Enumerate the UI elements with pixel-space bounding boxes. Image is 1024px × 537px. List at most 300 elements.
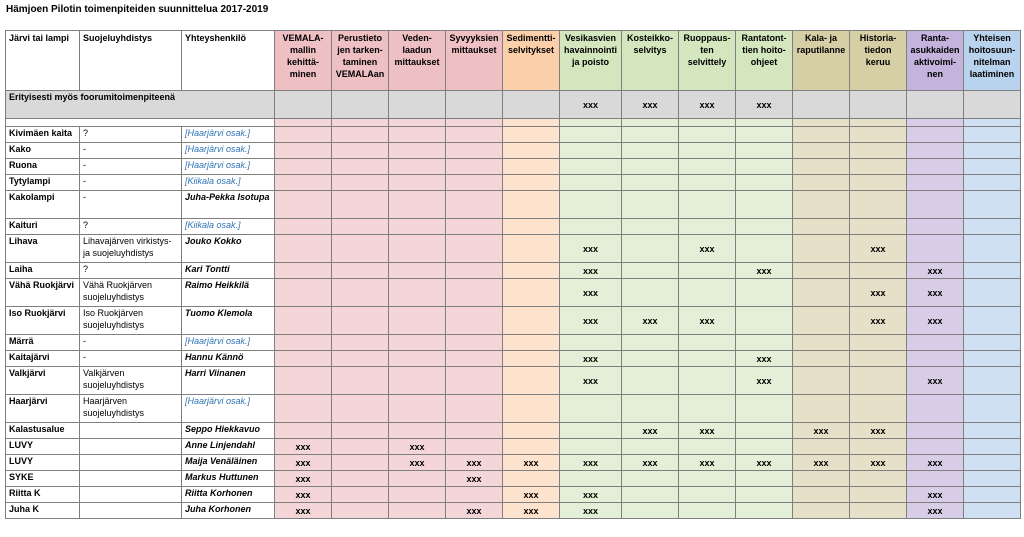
table-row — [6, 307, 1021, 335]
contact-cell: Raimo Heikkilä — [182, 279, 275, 307]
measure-mark — [332, 471, 389, 487]
measure-mark — [850, 439, 907, 455]
association-cell: ? — [80, 127, 182, 143]
measure-mark — [736, 503, 793, 519]
lake-cell: Ruona — [6, 159, 80, 175]
association-cell: - — [80, 351, 182, 367]
measure-mark — [736, 235, 793, 263]
forum-mark — [389, 91, 446, 119]
measure-mark — [907, 439, 964, 455]
measure-mark — [332, 307, 389, 335]
measure-mark — [503, 159, 560, 175]
contact-cell: Anne Linjendahl — [182, 439, 275, 455]
measure-mark — [622, 487, 679, 503]
spacer-cell — [446, 119, 503, 127]
measure-mark — [964, 307, 1021, 335]
measure-mark — [907, 191, 964, 219]
contact-cell: [Haarjärvi osak.] — [182, 395, 275, 423]
measure-mark — [907, 143, 964, 159]
measure-mark — [332, 143, 389, 159]
association-cell: Iso Ruokjärven suojeluyhdistys — [80, 307, 182, 335]
measure-mark: xxx — [907, 503, 964, 519]
measure-mark — [622, 439, 679, 455]
contact-cell: [Haarjärvi osak.] — [182, 143, 275, 159]
measure-mark — [793, 367, 850, 395]
measure-mark — [332, 487, 389, 503]
lake-cell: Riitta K — [6, 487, 80, 503]
measure-mark — [679, 143, 736, 159]
lake-cell: Kaituri — [6, 219, 80, 235]
measure-mark — [679, 471, 736, 487]
measure-mark — [793, 395, 850, 423]
table-row — [6, 127, 1021, 143]
lake-cell: Kaitajärvi — [6, 351, 80, 367]
measure-mark — [679, 487, 736, 503]
table-row — [6, 263, 1021, 279]
measure-mark — [503, 395, 560, 423]
measure-mark — [736, 471, 793, 487]
table-row — [6, 471, 1021, 487]
contact-cell: [Haarjärvi osak.] — [182, 127, 275, 143]
contact-cell: Jouko Kokko — [182, 235, 275, 263]
measure-mark — [850, 367, 907, 395]
measure-mark — [964, 143, 1021, 159]
measure-mark — [560, 127, 622, 143]
col-header-measure: Ranta-asukkaiden aktivoimi-nen — [907, 31, 964, 91]
association-cell — [80, 439, 182, 455]
measure-mark: xxx — [622, 455, 679, 471]
measure-mark — [503, 307, 560, 335]
measure-mark — [332, 235, 389, 263]
measure-mark: xxx — [622, 423, 679, 439]
contact-cell: [Kiikala osak.] — [182, 219, 275, 235]
measure-mark — [622, 351, 679, 367]
measure-mark: xxx — [560, 455, 622, 471]
measure-mark — [679, 159, 736, 175]
measure-mark — [332, 367, 389, 395]
measure-mark — [793, 487, 850, 503]
measure-mark — [446, 439, 503, 455]
lake-cell: Laiha — [6, 263, 80, 279]
measure-mark — [275, 279, 332, 307]
measure-mark — [736, 423, 793, 439]
spacer-cell — [6, 119, 275, 127]
measure-mark — [503, 127, 560, 143]
measure-mark — [560, 395, 622, 423]
measure-mark — [850, 351, 907, 367]
lake-cell: Kakolampi — [6, 191, 80, 219]
measure-mark: xxx — [560, 367, 622, 395]
measure-mark: xxx — [850, 235, 907, 263]
measure-mark — [446, 263, 503, 279]
measure-mark — [503, 279, 560, 307]
measure-mark — [907, 351, 964, 367]
lake-cell: LUVY — [6, 439, 80, 455]
measure-mark — [332, 127, 389, 143]
measure-mark — [793, 279, 850, 307]
measure-mark — [964, 439, 1021, 455]
measure-mark — [793, 219, 850, 235]
col-header-measure: Perustieto jen tarken-taminen VEMALAan — [332, 31, 389, 91]
measure-mark — [503, 335, 560, 351]
measure-mark: xxx — [622, 307, 679, 335]
measure-mark — [275, 423, 332, 439]
measure-mark — [560, 143, 622, 159]
col-header-contact: Yhteyshenkilö — [182, 31, 275, 91]
table-row — [6, 159, 1021, 175]
measure-mark — [964, 159, 1021, 175]
association-cell: Haarjärven suojeluyhdistys — [80, 395, 182, 423]
measure-mark — [332, 455, 389, 471]
measure-mark: xxx — [679, 423, 736, 439]
forum-mark: xxx — [560, 91, 622, 119]
measure-mark: xxx — [389, 455, 446, 471]
measure-mark — [446, 159, 503, 175]
measure-mark — [793, 307, 850, 335]
table-row — [6, 487, 1021, 503]
measure-mark — [964, 395, 1021, 423]
page-title: Hämjoen Pilotin toimenpiteiden suunnittelua 2017-2019 — [6, 4, 269, 15]
measure-mark — [622, 367, 679, 395]
measure-mark: xxx — [679, 235, 736, 263]
lake-cell: Kalastusalue — [6, 423, 80, 439]
measure-mark: xxx — [275, 455, 332, 471]
measure-mark — [793, 439, 850, 455]
measure-mark — [389, 219, 446, 235]
forum-mark — [907, 91, 964, 119]
measure-mark — [446, 487, 503, 503]
measure-mark — [679, 279, 736, 307]
measure-mark: xxx — [560, 235, 622, 263]
table-row — [6, 191, 1021, 219]
measure-mark — [964, 235, 1021, 263]
measure-mark — [850, 395, 907, 423]
forum-mark: xxx — [679, 91, 736, 119]
contact-cell: Markus Huttunen — [182, 471, 275, 487]
measure-mark — [332, 279, 389, 307]
col-header-measure: Ruoppaus-ten selvittely — [679, 31, 736, 91]
measure-mark — [446, 219, 503, 235]
measure-mark — [850, 471, 907, 487]
measure-mark — [503, 219, 560, 235]
measure-mark: xxx — [850, 423, 907, 439]
forum-mark — [964, 91, 1021, 119]
contact-cell: Riitta Korhonen — [182, 487, 275, 503]
measure-mark — [964, 219, 1021, 235]
measure-mark — [679, 395, 736, 423]
measure-mark — [793, 127, 850, 143]
forum-mark: xxx — [622, 91, 679, 119]
measure-mark — [275, 335, 332, 351]
measure-mark — [850, 263, 907, 279]
forum-label: Erityisesti myös foorumitoimenpiteenä — [6, 91, 275, 119]
measure-mark — [332, 219, 389, 235]
association-cell — [80, 423, 182, 439]
measure-mark: xxx — [907, 455, 964, 471]
col-header-measure: Vesikasvien havainnointi ja poisto — [560, 31, 622, 91]
table-row — [6, 279, 1021, 307]
measure-mark: xxx — [850, 307, 907, 335]
measure-mark — [332, 263, 389, 279]
measure-mark — [736, 279, 793, 307]
measure-mark — [622, 143, 679, 159]
measure-mark — [446, 143, 503, 159]
measure-mark — [907, 127, 964, 143]
lake-cell: Lihava — [6, 235, 80, 263]
measure-mark — [679, 263, 736, 279]
measure-mark — [736, 439, 793, 455]
measure-mark — [560, 159, 622, 175]
col-header-measure: Kala- ja raputilanne — [793, 31, 850, 91]
measure-mark: xxx — [907, 367, 964, 395]
forum-mark — [332, 91, 389, 119]
measure-mark — [389, 471, 446, 487]
table-row — [6, 351, 1021, 367]
contact-cell: [Haarjärvi osak.] — [182, 159, 275, 175]
spacer-cell — [964, 119, 1021, 127]
measure-mark — [850, 127, 907, 143]
measure-mark — [964, 423, 1021, 439]
measure-mark — [389, 503, 446, 519]
measure-mark — [793, 175, 850, 191]
measure-mark — [907, 159, 964, 175]
spacer-cell — [389, 119, 446, 127]
association-cell — [80, 487, 182, 503]
measure-mark — [679, 367, 736, 395]
association-cell: - — [80, 175, 182, 191]
association-cell: ? — [80, 263, 182, 279]
forum-mark — [446, 91, 503, 119]
measure-mark — [736, 143, 793, 159]
lake-cell: Kivimäen kaita — [6, 127, 80, 143]
measure-mark — [679, 175, 736, 191]
measure-mark — [793, 351, 850, 367]
measure-mark — [736, 487, 793, 503]
spacer-cell — [275, 119, 332, 127]
col-header-measure: VEMALA-mallin kehittä-minen — [275, 31, 332, 91]
measure-mark — [275, 395, 332, 423]
measure-mark — [736, 307, 793, 335]
measure-mark — [275, 143, 332, 159]
measure-mark — [389, 159, 446, 175]
measure-mark — [503, 423, 560, 439]
measure-mark: xxx — [446, 471, 503, 487]
measure-mark — [503, 235, 560, 263]
measure-mark — [907, 471, 964, 487]
measure-mark — [332, 503, 389, 519]
measure-mark — [560, 191, 622, 219]
measure-mark — [793, 143, 850, 159]
col-header-measure: Veden-laadun mittaukset — [389, 31, 446, 91]
measure-mark — [622, 471, 679, 487]
col-header-assoc: Suojeluyhdistys — [80, 31, 182, 91]
contact-cell: [Kiikala osak.] — [182, 175, 275, 191]
table-row — [6, 175, 1021, 191]
spacer-cell — [736, 119, 793, 127]
measure-mark — [389, 307, 446, 335]
spacer-cell — [332, 119, 389, 127]
association-cell — [80, 471, 182, 487]
measure-mark — [389, 191, 446, 219]
measure-mark: xxx — [503, 503, 560, 519]
measure-mark — [503, 143, 560, 159]
measure-mark — [622, 219, 679, 235]
measure-mark — [907, 395, 964, 423]
measure-mark — [332, 439, 389, 455]
lake-cell: Juha K — [6, 503, 80, 519]
measure-mark — [736, 335, 793, 351]
measure-mark — [964, 367, 1021, 395]
measure-mark — [793, 263, 850, 279]
measure-mark — [560, 471, 622, 487]
association-cell — [80, 503, 182, 519]
measure-mark — [503, 351, 560, 367]
contact-cell: Juha-Pekka Isotupa — [182, 191, 275, 219]
measure-mark — [964, 263, 1021, 279]
measure-mark — [275, 175, 332, 191]
table-row — [6, 143, 1021, 159]
contact-cell: Hannu Kännö — [182, 351, 275, 367]
measure-mark — [446, 395, 503, 423]
contact-cell: Harri Viinanen — [182, 367, 275, 395]
measure-mark — [332, 175, 389, 191]
measure-mark — [446, 127, 503, 143]
measure-mark — [275, 127, 332, 143]
measure-mark — [622, 127, 679, 143]
measure-mark — [679, 127, 736, 143]
measure-mark — [679, 219, 736, 235]
measure-mark — [275, 263, 332, 279]
spacer-row — [6, 119, 1021, 127]
measure-mark — [503, 367, 560, 395]
measure-mark — [907, 219, 964, 235]
association-cell: - — [80, 191, 182, 219]
measure-mark — [332, 335, 389, 351]
measure-mark — [793, 503, 850, 519]
measure-mark — [560, 423, 622, 439]
measure-mark — [964, 503, 1021, 519]
measure-mark — [679, 351, 736, 367]
forum-mark — [850, 91, 907, 119]
measure-mark — [275, 235, 332, 263]
table-row — [6, 235, 1021, 263]
spacer-cell — [850, 119, 907, 127]
measure-mark — [389, 423, 446, 439]
measure-mark — [622, 279, 679, 307]
association-cell: - — [80, 159, 182, 175]
measure-mark — [332, 351, 389, 367]
measure-mark: xxx — [446, 455, 503, 471]
association-cell: - — [80, 335, 182, 351]
forum-mark — [793, 91, 850, 119]
measure-mark — [964, 471, 1021, 487]
measure-mark: xxx — [793, 423, 850, 439]
spacer-cell — [793, 119, 850, 127]
table-row — [6, 335, 1021, 351]
measure-mark: xxx — [446, 503, 503, 519]
association-cell: - — [80, 143, 182, 159]
lake-cell: LUVY — [6, 455, 80, 471]
measure-mark — [389, 351, 446, 367]
table-row — [6, 439, 1021, 455]
measure-mark — [446, 175, 503, 191]
measure-mark — [850, 143, 907, 159]
measure-mark — [389, 395, 446, 423]
measure-mark — [964, 191, 1021, 219]
measure-mark: xxx — [503, 487, 560, 503]
measure-mark — [389, 175, 446, 191]
measure-mark — [850, 487, 907, 503]
measure-mark — [503, 471, 560, 487]
measure-mark — [275, 191, 332, 219]
forum-row — [6, 91, 1021, 119]
measure-mark: xxx — [275, 503, 332, 519]
measure-mark — [560, 335, 622, 351]
measure-mark — [679, 335, 736, 351]
measure-mark: xxx — [907, 279, 964, 307]
measure-mark — [275, 219, 332, 235]
spacer-cell — [679, 119, 736, 127]
measure-mark — [964, 351, 1021, 367]
measure-mark — [446, 367, 503, 395]
lake-cell: Haarjärvi — [6, 395, 80, 423]
measure-mark — [503, 263, 560, 279]
measure-mark — [964, 127, 1021, 143]
spacer-cell — [560, 119, 622, 127]
lake-cell: SYKE — [6, 471, 80, 487]
measure-mark: xxx — [275, 439, 332, 455]
measure-mark — [907, 335, 964, 351]
measure-mark — [622, 503, 679, 519]
measure-mark — [332, 395, 389, 423]
measure-mark: xxx — [275, 487, 332, 503]
measure-mark — [503, 191, 560, 219]
measure-mark — [389, 367, 446, 395]
measure-mark: xxx — [907, 263, 964, 279]
measure-mark — [964, 487, 1021, 503]
contact-cell: Juha Korhonen — [182, 503, 275, 519]
measure-mark: xxx — [736, 455, 793, 471]
measure-mark — [622, 191, 679, 219]
measure-mark — [793, 159, 850, 175]
measure-mark: xxx — [560, 351, 622, 367]
table-row — [6, 219, 1021, 235]
measure-mark: xxx — [679, 307, 736, 335]
measure-mark — [275, 307, 332, 335]
table-row — [6, 503, 1021, 519]
contact-cell: Maija Venäläinen — [182, 455, 275, 471]
measure-mark — [964, 279, 1021, 307]
lake-cell: Märrä — [6, 335, 80, 351]
forum-mark: xxx — [736, 91, 793, 119]
measure-mark — [850, 335, 907, 351]
measure-mark — [389, 279, 446, 307]
measure-mark — [275, 159, 332, 175]
measure-mark — [503, 175, 560, 191]
measure-mark — [446, 235, 503, 263]
measure-mark — [275, 351, 332, 367]
measure-mark — [850, 191, 907, 219]
measure-mark — [622, 235, 679, 263]
measure-mark — [332, 191, 389, 219]
table-row — [6, 455, 1021, 471]
measure-mark — [850, 175, 907, 191]
measure-mark — [389, 235, 446, 263]
measure-mark — [736, 191, 793, 219]
measure-mark: xxx — [736, 351, 793, 367]
measure-mark — [850, 503, 907, 519]
measure-mark: xxx — [736, 263, 793, 279]
